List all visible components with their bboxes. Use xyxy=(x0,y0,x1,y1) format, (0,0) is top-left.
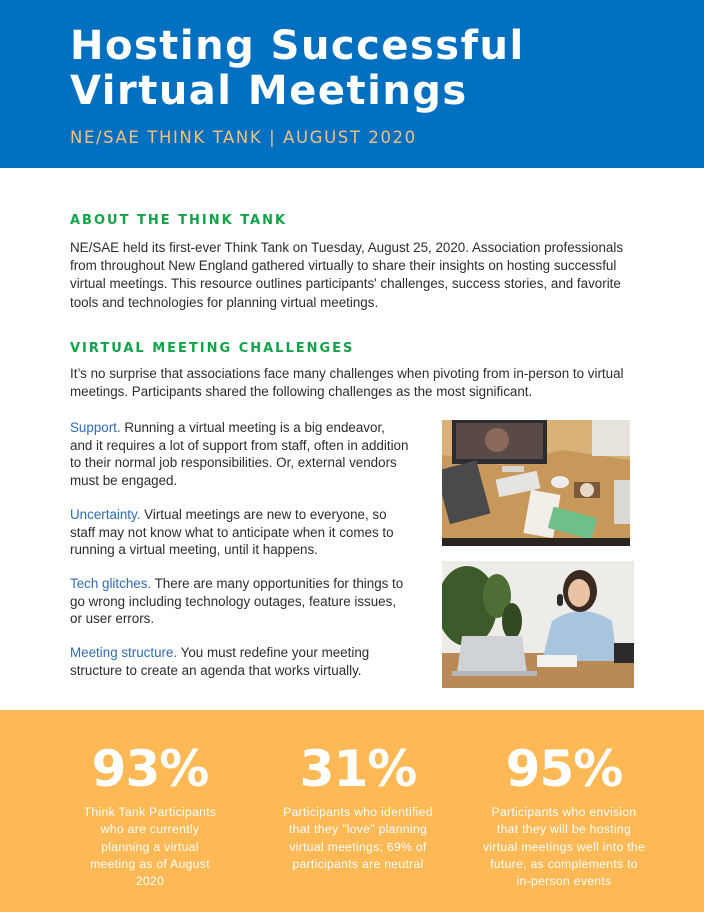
challenge-text: Virtual meetings are new to everyone, so staff may not know what to anticipate when it comes to running a virtual meeting, until it happens. xyxy=(70,507,394,557)
page-subtitle: NE/SAE THINK TANK | AUGUST 2020 xyxy=(70,128,417,147)
desk-video-call-photo xyxy=(442,420,630,546)
challenge-lead: Uncertainty. xyxy=(70,507,141,522)
challenge-item xyxy=(70,506,410,559)
title-line-1: Hosting Successful xyxy=(70,23,525,69)
challenge-text: Running a virtual meeting is a big endeavor, and it requires a lot of support from staff, often in addition to their normal job responsibilities. Or, external vendors must be engaged. xyxy=(70,420,409,488)
stats-band xyxy=(0,710,704,912)
about-heading: ABOUT THE THINK TANK xyxy=(70,213,288,228)
stat-description: Think Tank Participants who are currently planning a virtual meeting as of August 2020 xyxy=(83,805,217,889)
stat-value: 93% xyxy=(91,740,209,798)
challenges-heading: VIRTUAL MEETING CHALLENGES xyxy=(70,341,355,356)
stat-card xyxy=(268,710,448,873)
about-body: NE/SAE held its first-ever Think Tank on Tuesday, August 25, 2020. Association professionals from throughout New England gathered virtually to share their insights on hosting successful virtual meetings. This resource outlines participants' challenges, success stories, and favorite tools and technologies for planning virtual meetings. xyxy=(70,240,624,310)
woman-headphones-laptop-photo xyxy=(442,561,634,688)
challenge-text: There are many opportunities for things to go wrong including technology outages, feature issues, or user errors. xyxy=(70,576,404,626)
challenge-lead: Meeting structure. xyxy=(70,645,178,660)
stat-value: 95% xyxy=(505,740,623,798)
challenge-lead: Support. xyxy=(70,420,121,435)
header-banner xyxy=(0,0,704,168)
challenge-lead: Tech glitches. xyxy=(70,576,152,591)
title-line-2: Virtual Meetings xyxy=(70,68,468,114)
stat-card xyxy=(474,710,654,890)
stat-description: Participants who envision that they will be hosting virtual meetings well into the future, as complements to in-person events xyxy=(482,805,646,889)
challenge-item xyxy=(70,419,410,489)
stat-value: 31% xyxy=(299,740,417,798)
challenge-item xyxy=(70,575,410,628)
stat-card xyxy=(60,710,240,890)
challenge-item xyxy=(70,644,410,679)
challenges-intro: It’s no surprise that associations face many challenges when pivoting from in-person to virtual meetings. Participants shared the following challenges as the most significant. xyxy=(70,366,624,400)
challenge-text: You must redefine your meeting structure to create an agenda that works virtually. xyxy=(70,645,370,678)
page-title xyxy=(70,24,525,114)
stat-description: Participants who identified that they "love" planning virtual meetings; 69% of participants are neutral xyxy=(283,805,433,871)
